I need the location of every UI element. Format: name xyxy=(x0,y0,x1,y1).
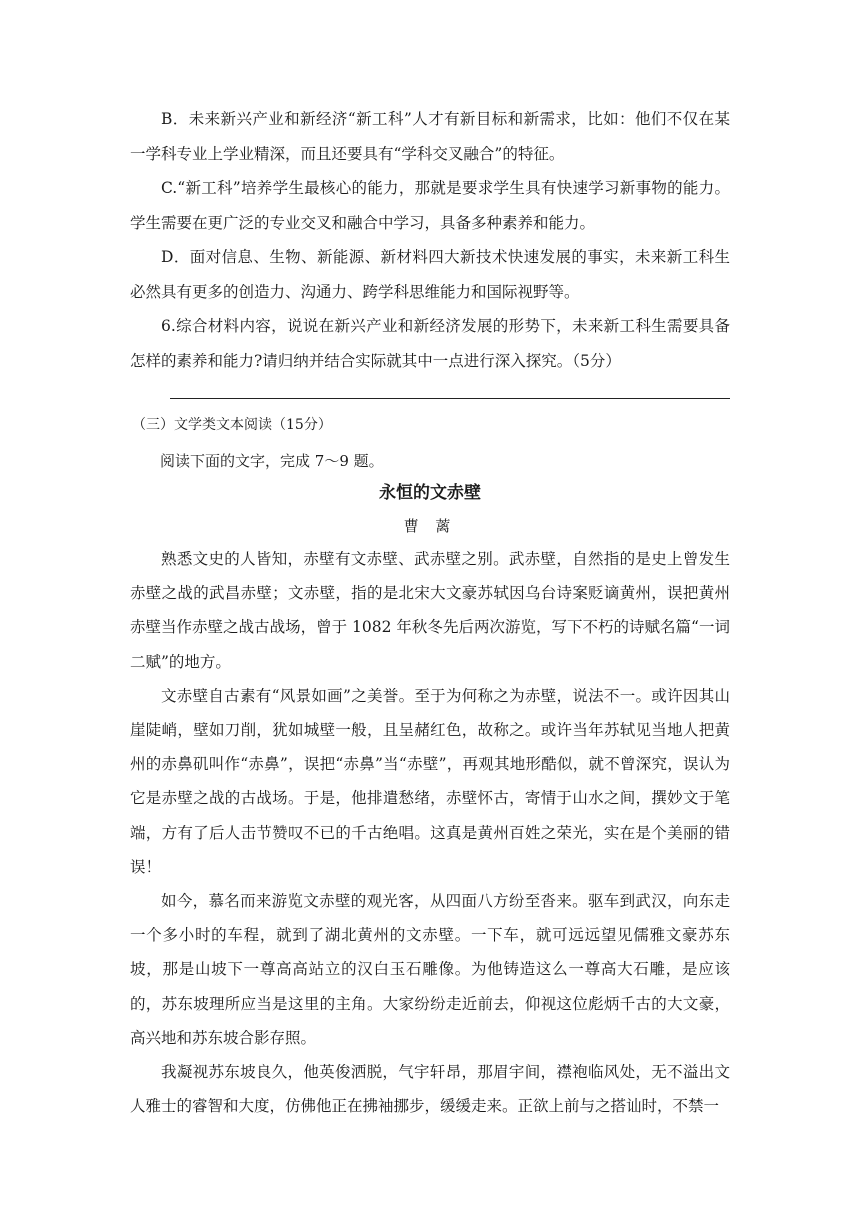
article-paragraph: 我凝视苏东坡良久，他英俊洒脱，气宇轩昂，那眉宇间，襟袍临风处，无不溢出文人雅士的睿智和大度，仿佛他正在拂袖挪步，缓缓走来。正欲上前与之搭讪时，不禁一 xyxy=(130,1063,730,1116)
article-paragraph: 文赤壁自古素有“风景如画”之美誉。至于为何称之为赤壁，说法不一。或许因其山崖陡峭，壁如刀削，犹如城壁一般，且呈赭红色，故称之。或许当年苏轼见当地人把黄州的赤鼻矶叫作“赤鼻”，误把“赤鼻”当“赤壁”，再观其地形酷似，就不曾深究，误认为它是赤壁之战的古战场。于是，他排遣愁绪，赤壁怀古，寄情于山水之间，撰妙文于笔端，方有了后人击节赞叹不已的千古绝唱。这真是黄州百姓之荣光，实在是个美丽的错误！ xyxy=(130,686,730,876)
section-instruction: 阅读下面的文字，完成 7～9 题。 xyxy=(160,452,384,470)
answer-options xyxy=(130,102,730,378)
option-c: C.“新工科”培养学生最核心的能力，那就是要求学生具有快速学习新事物的能力。学生需要在更广泛的专业交叉和融合中学习，具备多种素养和能力。 xyxy=(130,179,730,232)
article-title: 永恒的文赤壁 xyxy=(379,483,481,503)
section-divider xyxy=(170,398,730,399)
article-paragraph: 如今，慕名而来游览文赤壁的观光客，从四面八方纷至沓来。驱车到武汉，向东走一个多小时的车程，就到了湖北黄州的文赤壁。一下车，就可远远望见儒雅文豪苏东坡，那是山坡下一尊高高站立的汉白玉石雕像。为他铸造这么一尊高大石雕，是应该的，苏东坡理所应当是这里的主角。大家纷纷走近前去，仰视这位彪炳千古的大文豪，高兴地和苏东坡合影存照。 xyxy=(130,892,730,1047)
article-body xyxy=(130,542,730,1123)
option-d: D．面对信息、生物、新能源、新材料四大新技术快速发展的事实，未来新工科生必然具有更多的创造力、沟通力、跨学科思维能力和国际视野等。 xyxy=(130,248,730,301)
question-6: 6.综合材料内容，说说在新兴产业和新经济发展的形势下，未来新工科生需要具备怎样的素养和能力?请归纳并结合实际就其中一点进行深入探究。（5分） xyxy=(130,317,730,370)
option-b: B．未来新兴产业和新经济“新工科”人才有新目标和新需求，比如：他们不仅在某一学科专业上学业精深，而且还要具有“学科交叉融合”的特征。 xyxy=(130,110,730,163)
article-author: 曹 蓠 xyxy=(403,517,457,535)
section-heading: （三）文学类文本阅读（15分） xyxy=(132,417,332,433)
article-paragraph: 熟悉文史的人皆知，赤壁有文赤壁、武赤壁之别。武赤壁，自然指的是史上曾发生赤壁之战的武昌赤壁；文赤壁，指的是北宋大文豪苏轼因乌台诗案贬谪黄州，误把黄州赤壁当作赤壁之战古战场，曾于 1082 年秋冬先后两次游览，写下不朽的诗赋名篇“一词二赋”的地方。 xyxy=(130,550,730,671)
